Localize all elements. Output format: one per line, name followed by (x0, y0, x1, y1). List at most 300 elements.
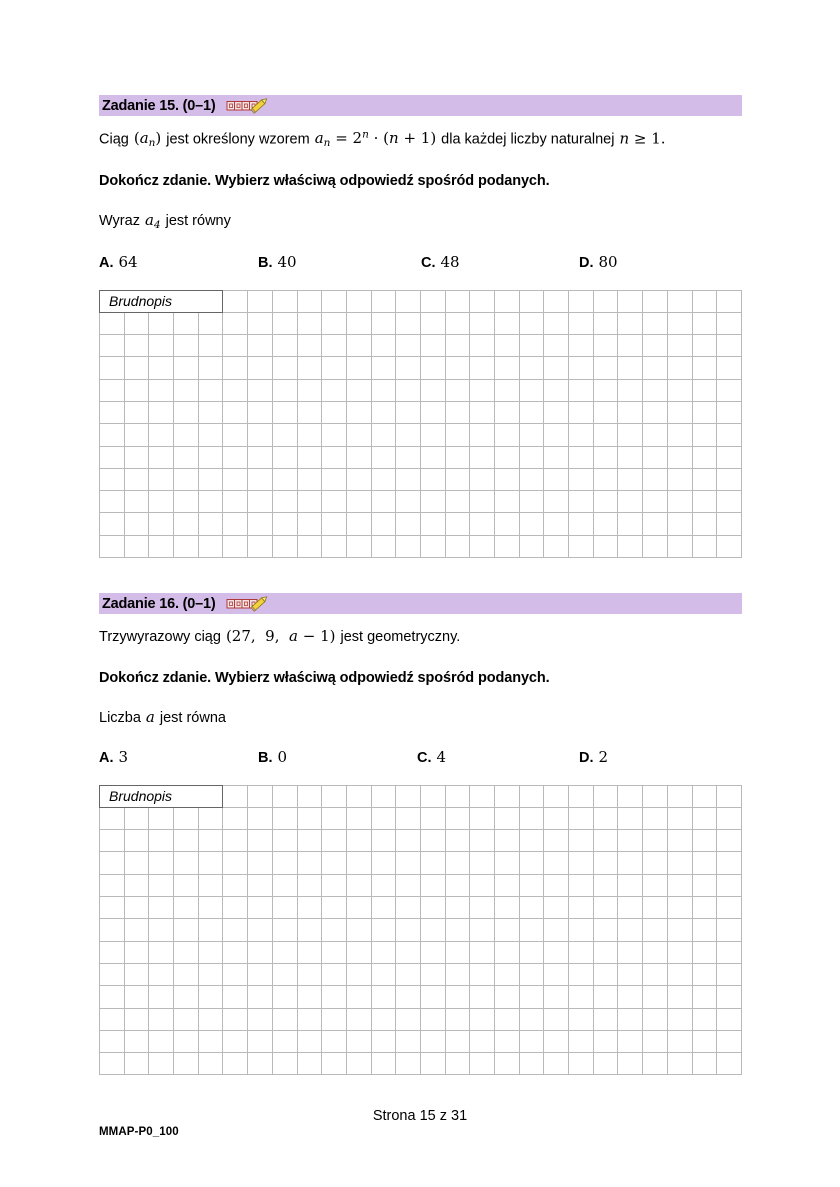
scratch-cell[interactable] (519, 290, 544, 312)
scratch-cell[interactable] (667, 941, 692, 963)
scratch-cell[interactable] (569, 1053, 594, 1075)
scratch-cell[interactable] (100, 535, 125, 557)
scratch-cell[interactable] (643, 986, 668, 1008)
scratch-cell[interactable] (248, 379, 273, 401)
scratch-cell[interactable] (396, 807, 421, 829)
scratch-cell[interactable] (322, 401, 347, 423)
scratch-cell[interactable] (618, 785, 643, 807)
scratch-cell[interactable] (717, 424, 742, 446)
scratch-cell[interactable] (643, 468, 668, 490)
scratch-cell[interactable] (445, 807, 470, 829)
scratch-cell[interactable] (124, 1030, 149, 1052)
scratch-cell[interactable] (593, 424, 618, 446)
scratch-cell[interactable] (470, 424, 495, 446)
scratch-cell[interactable] (124, 379, 149, 401)
scratch-cell[interactable] (198, 874, 223, 896)
scratch-cell[interactable] (272, 424, 297, 446)
scratch-cell[interactable] (643, 357, 668, 379)
scratch-cell[interactable] (519, 941, 544, 963)
scratch-cell[interactable] (100, 1053, 125, 1075)
scratch-cell[interactable] (149, 852, 174, 874)
scratch-cell[interactable] (618, 807, 643, 829)
scratch-cell[interactable] (371, 513, 396, 535)
scratch-cell[interactable] (445, 1053, 470, 1075)
scratch-cell[interactable] (618, 941, 643, 963)
scratch-cell[interactable] (272, 535, 297, 557)
scratch-cell[interactable] (272, 852, 297, 874)
scratch-cell[interactable] (174, 446, 199, 468)
scratch-cell[interactable] (692, 357, 717, 379)
scratch-cell[interactable] (149, 897, 174, 919)
scratch-cell[interactable] (322, 446, 347, 468)
scratch-cell[interactable] (396, 986, 421, 1008)
scratch-cell[interactable] (544, 785, 569, 807)
scratch-cell[interactable] (643, 513, 668, 535)
scratch-cell[interactable] (692, 807, 717, 829)
scratch-cell[interactable] (223, 446, 248, 468)
scratch-cell[interactable] (569, 468, 594, 490)
scratch-cell[interactable] (445, 446, 470, 468)
scratch-cell[interactable] (618, 513, 643, 535)
scratch-cell[interactable] (717, 1008, 742, 1030)
scratch-cell[interactable] (174, 312, 199, 334)
scratch-cell[interactable] (100, 874, 125, 896)
scratch-cell[interactable] (519, 468, 544, 490)
scratch-cell[interactable] (593, 335, 618, 357)
scratch-cell[interactable] (692, 874, 717, 896)
scratch-cell[interactable] (495, 379, 520, 401)
scratch-cell[interactable] (198, 963, 223, 985)
scratch-cell[interactable] (717, 852, 742, 874)
scratch-cell[interactable] (569, 897, 594, 919)
scratch-cell[interactable] (470, 897, 495, 919)
scratch-cell[interactable] (667, 312, 692, 334)
scratch-cell[interactable] (124, 830, 149, 852)
scratch-cell[interactable] (297, 852, 322, 874)
scratch-cell[interactable] (618, 897, 643, 919)
scratch-cell[interactable] (346, 491, 371, 513)
scratch-cell[interactable] (593, 830, 618, 852)
scratch-cell[interactable] (396, 785, 421, 807)
scratch-cell[interactable] (519, 986, 544, 1008)
scratch-cell[interactable] (420, 1053, 445, 1075)
scratch-cell[interactable] (297, 941, 322, 963)
scratch-cell[interactable] (667, 963, 692, 985)
scratch-cell[interactable] (272, 312, 297, 334)
scratch-cell[interactable] (519, 424, 544, 446)
scratch-cell[interactable] (174, 535, 199, 557)
scratch-cell[interactable] (519, 535, 544, 557)
scratch-cell[interactable] (667, 986, 692, 1008)
scratch-cell[interactable] (248, 312, 273, 334)
scratch-cell[interactable] (174, 335, 199, 357)
scratch-cell[interactable] (519, 874, 544, 896)
scratch-cell[interactable] (346, 1030, 371, 1052)
scratch-cell[interactable] (346, 897, 371, 919)
scratch-cell[interactable] (100, 468, 125, 490)
scratch-cell[interactable] (420, 491, 445, 513)
scratch-cell[interactable] (223, 807, 248, 829)
scratch-cell[interactable] (322, 830, 347, 852)
scratch-cell[interactable] (470, 852, 495, 874)
scratch-cell[interactable] (569, 513, 594, 535)
scratch-cell[interactable] (569, 941, 594, 963)
scratch-cell[interactable] (519, 963, 544, 985)
scratch-cell[interactable] (223, 852, 248, 874)
answer-option-b[interactable] (258, 253, 297, 271)
scratch-cell[interactable] (495, 1030, 520, 1052)
scratch-cell[interactable] (371, 424, 396, 446)
scratch-cell[interactable] (248, 446, 273, 468)
scratch-cell[interactable] (445, 290, 470, 312)
scratch-cell[interactable] (297, 335, 322, 357)
scratch-cell[interactable] (124, 986, 149, 1008)
scratch-cell[interactable] (396, 491, 421, 513)
scratch-cell[interactable] (569, 807, 594, 829)
scratch-cell[interactable] (223, 1008, 248, 1030)
scratch-cell[interactable] (544, 1030, 569, 1052)
scratch-cell[interactable] (322, 919, 347, 941)
scratch-cell[interactable] (569, 963, 594, 985)
scratch-cell[interactable] (593, 963, 618, 985)
scratch-cell[interactable] (667, 491, 692, 513)
scratch-cell[interactable] (470, 401, 495, 423)
scratch-cell[interactable] (692, 852, 717, 874)
scratch-cell[interactable] (149, 986, 174, 1008)
scratch-cell[interactable] (544, 312, 569, 334)
scratch-cell[interactable] (297, 379, 322, 401)
scratch-cell[interactable] (174, 1030, 199, 1052)
scratch-cell[interactable] (692, 290, 717, 312)
scratch-cell[interactable] (593, 513, 618, 535)
scratch-cell[interactable] (198, 986, 223, 1008)
scratch-cell[interactable] (445, 1030, 470, 1052)
scratch-cell[interactable] (322, 357, 347, 379)
scratch-cell[interactable] (692, 446, 717, 468)
scratch-cell[interactable] (272, 874, 297, 896)
scratch-cell[interactable] (198, 1053, 223, 1075)
scratch-cell[interactable] (692, 513, 717, 535)
scratch-cell[interactable] (248, 874, 273, 896)
scratch-cell[interactable] (593, 290, 618, 312)
scratch-cell[interactable] (495, 874, 520, 896)
scratch-cell[interactable] (346, 986, 371, 1008)
scratch-cell[interactable] (371, 468, 396, 490)
scratch-cell[interactable] (667, 357, 692, 379)
scratch-cell[interactable] (223, 357, 248, 379)
scratch-cell[interactable] (322, 874, 347, 896)
scratch-cell[interactable] (717, 290, 742, 312)
scratch-grid[interactable] (99, 290, 742, 559)
scratch-cell[interactable] (667, 852, 692, 874)
scratch-cell[interactable] (248, 941, 273, 963)
scratch-cell[interactable] (149, 468, 174, 490)
scratch-cell[interactable] (667, 830, 692, 852)
scratch-cell[interactable] (618, 1030, 643, 1052)
scratch-cell[interactable] (593, 379, 618, 401)
scratch-cell[interactable] (396, 424, 421, 446)
scratch-cell[interactable] (149, 513, 174, 535)
scratch-cell[interactable] (470, 357, 495, 379)
scratch-cell[interactable] (643, 897, 668, 919)
scratch-cell[interactable] (618, 335, 643, 357)
scratch-cell[interactable] (198, 312, 223, 334)
scratch-cell[interactable] (445, 986, 470, 1008)
scratch-cell[interactable] (322, 807, 347, 829)
scratch-cell[interactable] (643, 401, 668, 423)
scratch-cell[interactable] (248, 986, 273, 1008)
scratch-cell[interactable] (519, 1030, 544, 1052)
scratch-cell[interactable] (544, 491, 569, 513)
scratch-cell[interactable] (544, 830, 569, 852)
scratch-cell[interactable] (100, 986, 125, 1008)
scratch-cell[interactable] (717, 1030, 742, 1052)
scratch-cell[interactable] (569, 401, 594, 423)
scratch-cell[interactable] (544, 446, 569, 468)
scratch-cell[interactable] (371, 335, 396, 357)
scratch-cell[interactable] (717, 357, 742, 379)
scratch-cell[interactable] (445, 513, 470, 535)
scratch-cell[interactable] (495, 852, 520, 874)
scratch-cell[interactable] (396, 963, 421, 985)
scratch-cell[interactable] (495, 919, 520, 941)
scratch-cell[interactable] (470, 785, 495, 807)
scratch-cell[interactable] (495, 1008, 520, 1030)
scratch-cell[interactable] (322, 1008, 347, 1030)
scratch-cell[interactable] (322, 897, 347, 919)
scratch-cell[interactable] (248, 401, 273, 423)
scratch-cell[interactable] (396, 446, 421, 468)
scratch-cell[interactable] (643, 535, 668, 557)
scratch-cell[interactable] (420, 785, 445, 807)
scratch-cell[interactable] (198, 513, 223, 535)
scratch-cell[interactable] (519, 357, 544, 379)
scratch-cell[interactable] (396, 852, 421, 874)
scratch-cell[interactable] (692, 1008, 717, 1030)
scratch-cell[interactable] (495, 446, 520, 468)
scratch-cell[interactable] (667, 897, 692, 919)
scratch-cell[interactable] (223, 986, 248, 1008)
scratch-cell[interactable] (495, 897, 520, 919)
scratch-cell[interactable] (618, 874, 643, 896)
scratch-cell[interactable] (346, 785, 371, 807)
scratch-cell[interactable] (100, 513, 125, 535)
scratch-cell[interactable] (322, 535, 347, 557)
scratch-cell[interactable] (544, 986, 569, 1008)
scratch-cell[interactable] (272, 357, 297, 379)
scratch-cell[interactable] (495, 513, 520, 535)
scratch-cell[interactable] (124, 446, 149, 468)
scratch-cell[interactable] (420, 874, 445, 896)
scratch-cell[interactable] (593, 986, 618, 1008)
scratch-cell[interactable] (420, 941, 445, 963)
scratch-cell[interactable] (495, 335, 520, 357)
scratch-cell[interactable] (297, 897, 322, 919)
scratch-cell[interactable] (149, 874, 174, 896)
scratch-cell[interactable] (198, 446, 223, 468)
scratch-cell[interactable] (593, 535, 618, 557)
scratch-cell[interactable] (371, 986, 396, 1008)
scratch-cell[interactable] (223, 1053, 248, 1075)
scratch-cell[interactable] (495, 785, 520, 807)
scratch-cell[interactable] (297, 513, 322, 535)
scratch-cell[interactable] (593, 1053, 618, 1075)
scratch-cell[interactable] (643, 379, 668, 401)
scratch-cell[interactable] (396, 290, 421, 312)
scratch-cell[interactable] (618, 290, 643, 312)
scratch-cell[interactable] (297, 807, 322, 829)
scratch-cell[interactable] (445, 468, 470, 490)
scratch-cell[interactable] (322, 290, 347, 312)
scratch-cell[interactable] (519, 830, 544, 852)
scratch-cell[interactable] (544, 1008, 569, 1030)
scratch-cell[interactable] (593, 919, 618, 941)
scratch-cell[interactable] (495, 357, 520, 379)
scratch-cell[interactable] (100, 919, 125, 941)
scratch-cell[interactable] (667, 1030, 692, 1052)
scratch-cell[interactable] (248, 335, 273, 357)
scratch-cell[interactable] (174, 379, 199, 401)
scratch-cell[interactable] (322, 1030, 347, 1052)
answer-option-c[interactable] (421, 253, 460, 271)
scratch-cell[interactable] (519, 491, 544, 513)
scratch-cell[interactable] (420, 424, 445, 446)
scratch-cell[interactable] (470, 491, 495, 513)
scratch-cell[interactable] (272, 401, 297, 423)
scratch-cell[interactable] (618, 468, 643, 490)
scratch-cell[interactable] (692, 963, 717, 985)
scratch-cell[interactable] (420, 852, 445, 874)
scratch-cell[interactable] (717, 986, 742, 1008)
scratch-cell[interactable] (569, 1030, 594, 1052)
scratch-cell[interactable] (717, 874, 742, 896)
scratch-cell[interactable] (322, 424, 347, 446)
scratch-cell[interactable] (495, 807, 520, 829)
scratch-cell[interactable] (544, 897, 569, 919)
scratch-cell[interactable] (149, 830, 174, 852)
scratch-cell[interactable] (223, 312, 248, 334)
scratch-cell[interactable] (346, 446, 371, 468)
answer-option-a[interactable] (99, 253, 138, 271)
scratch-cell[interactable] (124, 874, 149, 896)
scratch-cell[interactable] (272, 468, 297, 490)
scratch-cell[interactable] (569, 491, 594, 513)
scratch-cell[interactable] (223, 919, 248, 941)
scratch-cell[interactable] (223, 785, 248, 807)
scratch-cell[interactable] (396, 401, 421, 423)
scratch-cell[interactable] (643, 785, 668, 807)
scratch-cell[interactable] (544, 424, 569, 446)
scratch-cell[interactable] (593, 852, 618, 874)
scratch-cell[interactable] (692, 312, 717, 334)
scratch-cell[interactable] (248, 1030, 273, 1052)
scratch-cell[interactable] (445, 941, 470, 963)
scratch-cell[interactable] (198, 468, 223, 490)
scratch-cell[interactable] (272, 513, 297, 535)
scratch-cell[interactable] (396, 1053, 421, 1075)
scratch-cell[interactable] (174, 919, 199, 941)
scratch-cell[interactable] (470, 941, 495, 963)
scratch-cell[interactable] (297, 401, 322, 423)
scratch-cell[interactable] (667, 535, 692, 557)
scratch-cell[interactable] (643, 1053, 668, 1075)
scratch-cell[interactable] (569, 986, 594, 1008)
scratch-cell[interactable] (124, 897, 149, 919)
scratch-cell[interactable] (198, 379, 223, 401)
scratch-cell[interactable] (346, 874, 371, 896)
scratch-cell[interactable] (470, 807, 495, 829)
scratch-cell[interactable] (124, 919, 149, 941)
scratch-cell[interactable] (470, 874, 495, 896)
scratch-cell[interactable] (692, 1030, 717, 1052)
scratch-cell[interactable] (519, 897, 544, 919)
scratch-cell[interactable] (544, 852, 569, 874)
scratch-cell[interactable] (322, 941, 347, 963)
scratch-cell[interactable] (272, 446, 297, 468)
scratch-cell[interactable] (322, 468, 347, 490)
scratch-cell[interactable] (692, 897, 717, 919)
scratch-cell[interactable] (717, 897, 742, 919)
scratch-cell[interactable] (346, 535, 371, 557)
scratch-cell[interactable] (124, 424, 149, 446)
scratch-cell[interactable] (643, 919, 668, 941)
scratch-cell[interactable] (322, 312, 347, 334)
scratch-cell[interactable] (124, 401, 149, 423)
scratch-cell[interactable] (544, 357, 569, 379)
scratch-cell[interactable] (198, 491, 223, 513)
scratch-cell[interactable] (322, 379, 347, 401)
scratch-cell[interactable] (667, 785, 692, 807)
scratch-cell[interactable] (174, 513, 199, 535)
scratch-cell[interactable] (618, 424, 643, 446)
scratch-cell[interactable] (346, 919, 371, 941)
scratch-cell[interactable] (692, 919, 717, 941)
scratch-cell[interactable] (346, 941, 371, 963)
scratch-cell[interactable] (643, 312, 668, 334)
scratch-cell[interactable] (248, 513, 273, 535)
scratch-cell[interactable] (297, 1030, 322, 1052)
scratch-cell[interactable] (272, 807, 297, 829)
scratch-cell[interactable] (618, 1008, 643, 1030)
answer-option-d[interactable] (579, 748, 608, 766)
scratch-cell[interactable] (223, 468, 248, 490)
scratch-cell[interactable] (223, 424, 248, 446)
scratch-cell[interactable] (223, 513, 248, 535)
scratch-cell[interactable] (371, 1008, 396, 1030)
scratch-cell[interactable] (445, 401, 470, 423)
scratch-cell[interactable] (124, 807, 149, 829)
scratch-cell[interactable] (519, 312, 544, 334)
scratch-cell[interactable] (593, 1008, 618, 1030)
scratch-cell[interactable] (272, 941, 297, 963)
scratch-cell[interactable] (593, 897, 618, 919)
scratch-cell[interactable] (322, 963, 347, 985)
scratch-cell[interactable] (618, 401, 643, 423)
scratch-cell[interactable] (100, 1030, 125, 1052)
scratch-cell[interactable] (420, 1030, 445, 1052)
scratch-cell[interactable] (297, 290, 322, 312)
scratch-cell[interactable] (470, 1008, 495, 1030)
scratch-cell[interactable] (346, 830, 371, 852)
scratch-cell[interactable] (470, 963, 495, 985)
scratch-cell[interactable] (124, 491, 149, 513)
scratch-cell[interactable] (593, 357, 618, 379)
scratch-cell[interactable] (692, 335, 717, 357)
scratch-cell[interactable] (396, 874, 421, 896)
scratch-cell[interactable] (248, 785, 273, 807)
scratch-cell[interactable] (643, 1008, 668, 1030)
scratch-cell[interactable] (346, 357, 371, 379)
